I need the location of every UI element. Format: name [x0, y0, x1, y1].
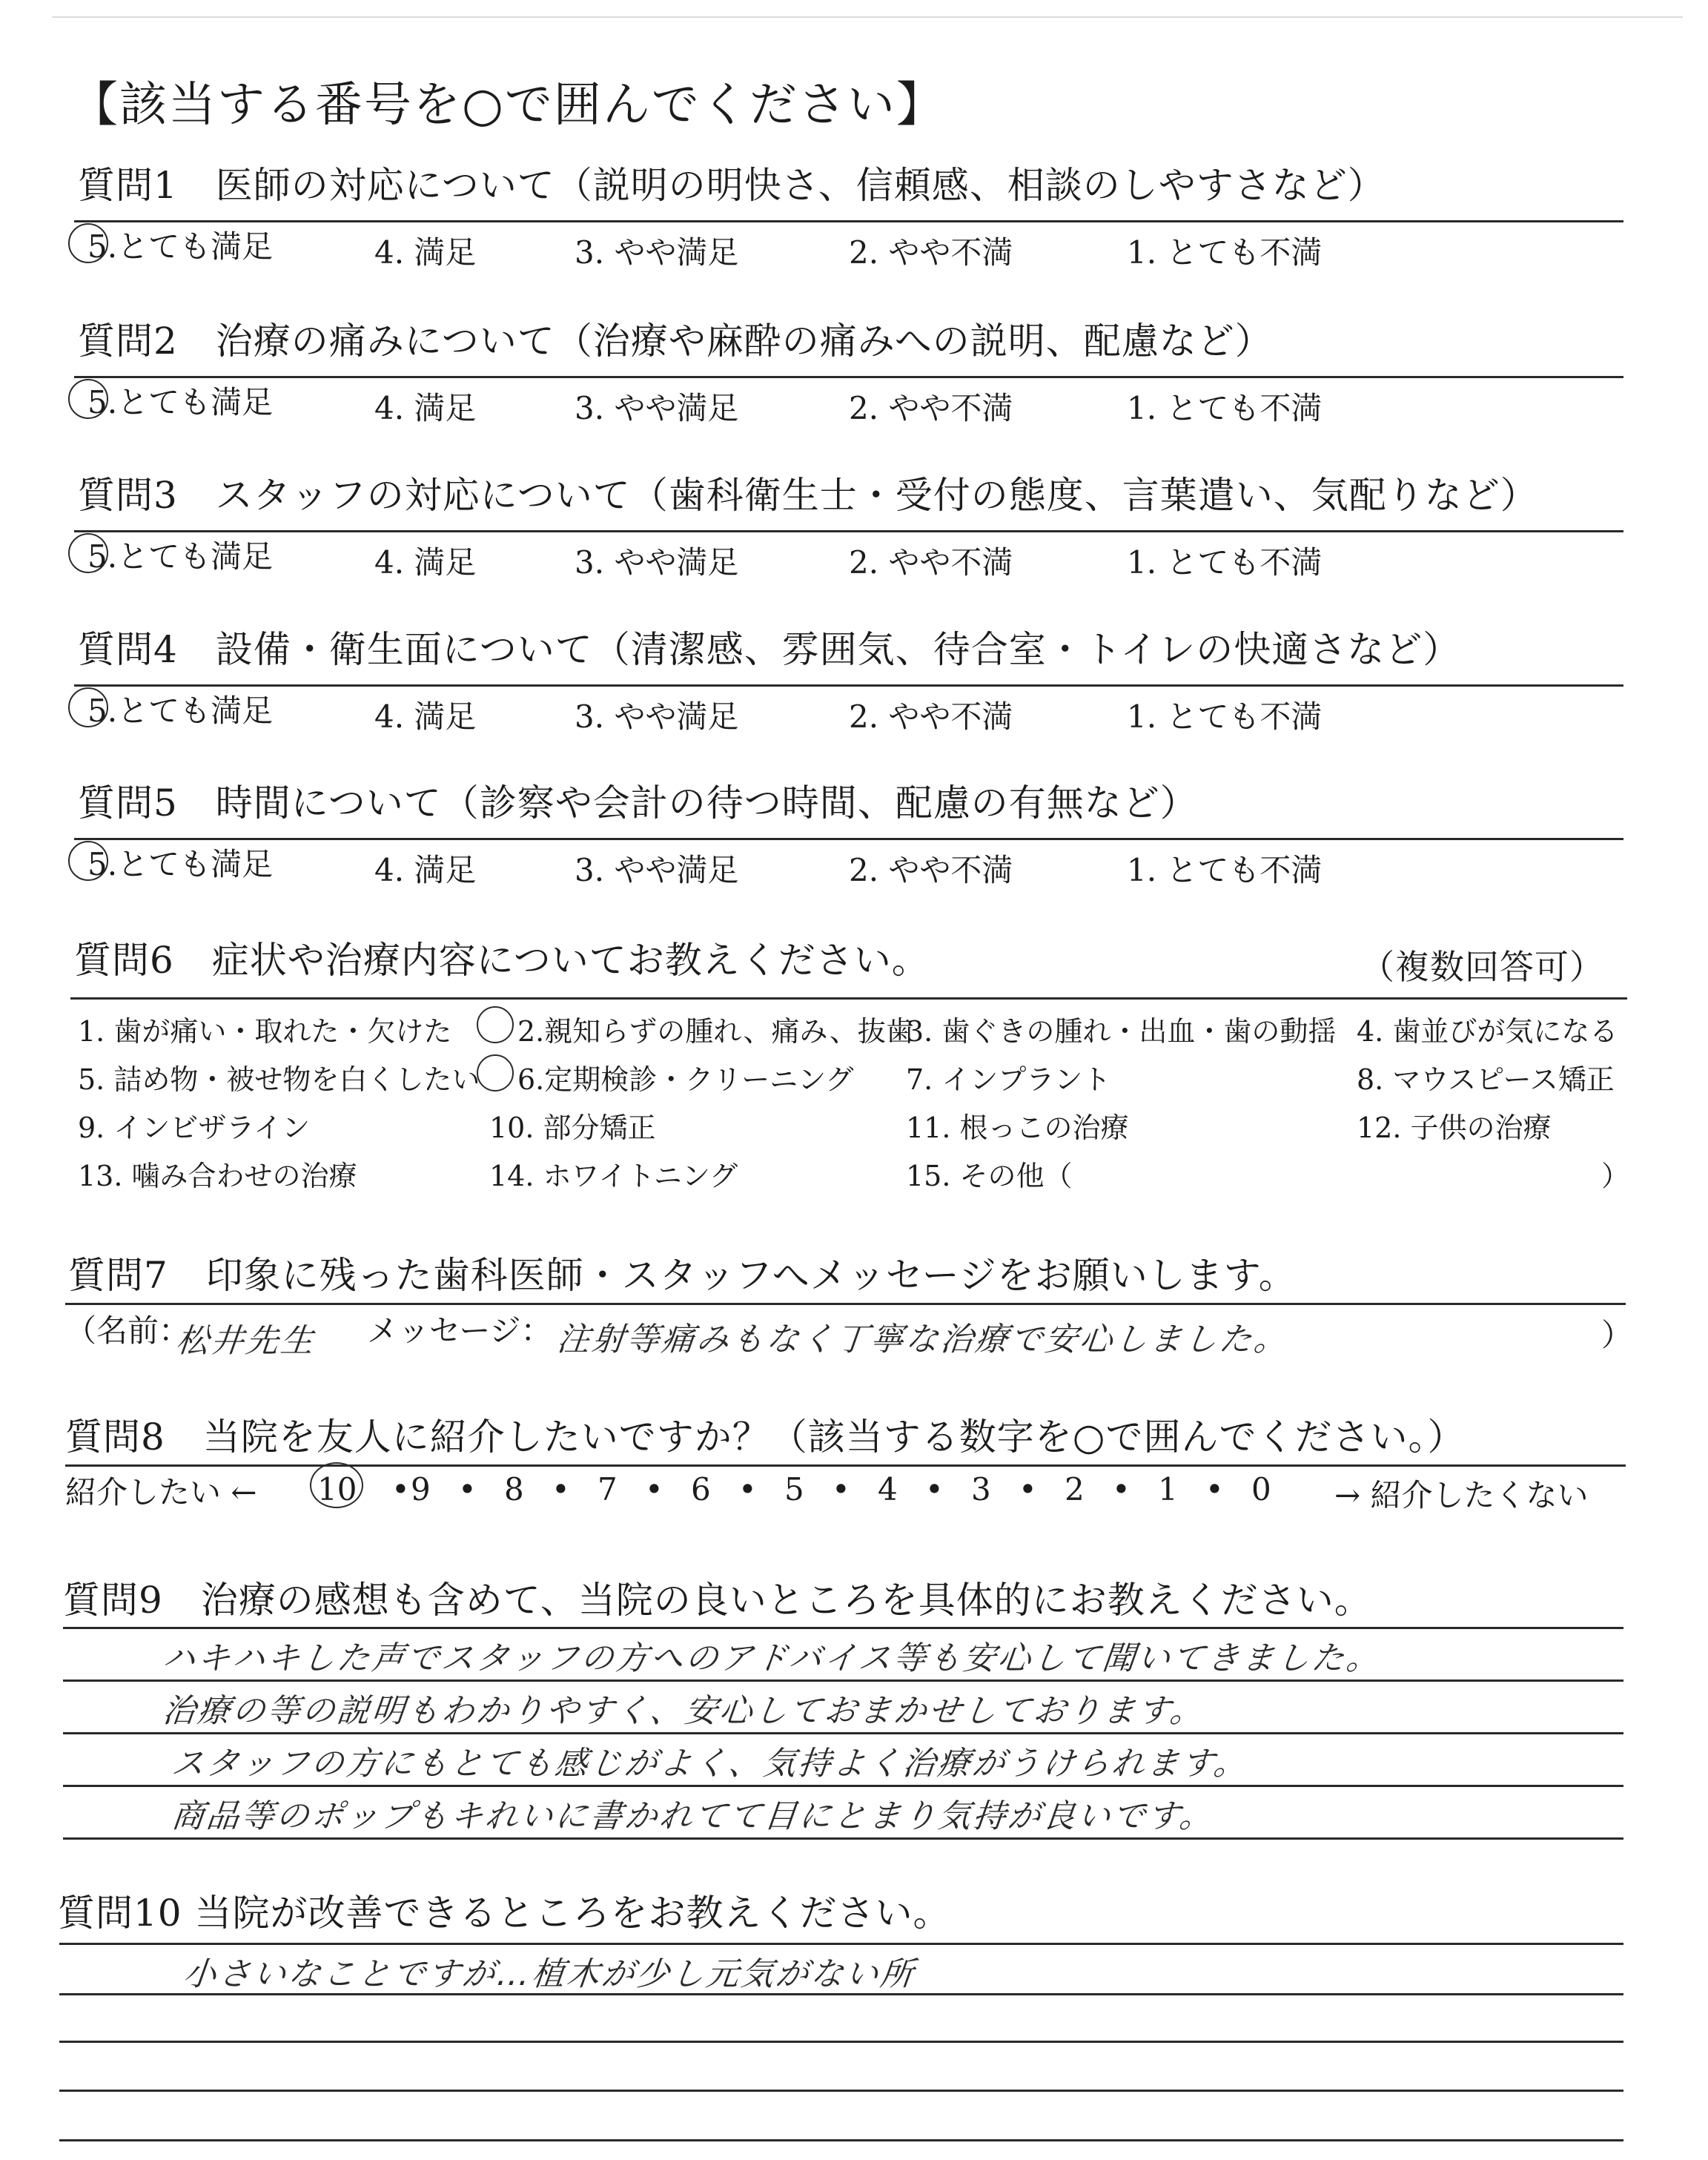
q8-separator-dot: •	[391, 1471, 410, 1507]
q9-rule-3	[63, 1785, 1623, 1787]
q3-rule	[74, 530, 1623, 532]
q8-selection-circle	[310, 1462, 363, 1508]
q8-scale-8[interactable]: 8	[504, 1471, 524, 1507]
q6-item[interactable]: 15. その他（	[906, 1160, 1073, 1192]
q5-option-2[interactable]: 2. やや不満	[849, 852, 1013, 888]
q2-option-2[interactable]: 2. やや不満	[849, 390, 1013, 426]
q7-close-paren: ）	[1601, 1317, 1633, 1353]
q1-option-4[interactable]: 4. 満足	[374, 234, 477, 271]
q6-note: （複数回答可）	[1360, 947, 1604, 987]
q6-item[interactable]: 1. 歯が痛い・取れた・欠けた	[78, 1015, 452, 1048]
q2-heading: 質問2 治療の痛みについて（治療や麻酔の痛みへの説明、配慮など）	[78, 320, 1273, 363]
q1-option-5[interactable]: 5.とても満足	[87, 228, 274, 265]
q10-heading: 質問10 当院が改善できるところをお教えください。	[58, 1892, 951, 1935]
q6-rule	[70, 997, 1627, 1000]
q8-separator-dot: •	[458, 1471, 477, 1507]
q5-rule	[74, 838, 1623, 840]
q1-selection-circle	[68, 223, 108, 263]
q5-heading: 質問5 時間について（診察や会計の待つ時間、配慮の有無など）	[78, 782, 1198, 825]
q4-option-2[interactable]: 2. やや不満	[849, 698, 1013, 735]
q2-option-3[interactable]: 3. やや満足	[575, 390, 739, 426]
q4-option-1[interactable]: 1. とても不満	[1127, 698, 1323, 735]
q8-separator-dot: •	[1205, 1471, 1224, 1507]
q8-separator-dot: •	[645, 1471, 663, 1507]
q8-separator-dot: •	[738, 1471, 757, 1507]
q2-option-1[interactable]: 1. とても不満	[1127, 390, 1323, 426]
q6-item[interactable]: 12. 子供の治療	[1357, 1112, 1552, 1144]
q8-scale-0[interactable]: 0	[1251, 1471, 1271, 1507]
q2-option-5[interactable]: 5.とても満足	[87, 384, 274, 420]
q8-scale-5[interactable]: 5	[784, 1471, 804, 1507]
top-border	[52, 16, 1683, 18]
q2-selection-circle	[68, 379, 108, 419]
q6-item[interactable]: 10. 部分矯正	[489, 1112, 656, 1144]
q6-selection-circle-6	[477, 1054, 514, 1091]
q6-selection-circle-2	[477, 1006, 514, 1043]
q7-name-value[interactable]: 松井先生	[173, 1322, 318, 1360]
q4-option-5[interactable]: 5.とても満足	[87, 693, 274, 729]
q8-right-label: → 紹介したくない	[1334, 1477, 1589, 1513]
q8-rule	[65, 1464, 1626, 1467]
q6-item[interactable]: 13. 噛み合わせの治療	[78, 1160, 357, 1192]
q8-separator-dot: •	[832, 1471, 850, 1507]
q8-separator-dot: •	[552, 1471, 570, 1507]
q4-option-4[interactable]: 4. 満足	[374, 698, 477, 735]
q10-rule-3	[59, 2090, 1623, 2092]
q6-item[interactable]: 14. ホワイトニング	[489, 1160, 738, 1192]
q6-item[interactable]: 11. 根っこの治療	[906, 1112, 1129, 1144]
q6-other-close-paren: ）	[1601, 1160, 1630, 1192]
q9-rule-4	[63, 1837, 1623, 1840]
q1-option-2[interactable]: 2. やや不満	[849, 234, 1013, 271]
q8-separator-dot: •	[1019, 1471, 1037, 1507]
q8-separator-dot: •	[1112, 1471, 1131, 1507]
q6-item[interactable]: 5. 詰め物・被せ物を白くしたい	[78, 1063, 480, 1096]
q5-option-1[interactable]: 1. とても不満	[1127, 852, 1323, 888]
q8-scale-6[interactable]: 6	[691, 1471, 711, 1507]
q10-answer-line[interactable]: 小さいなことですが…植木が少し元気がない所	[181, 1955, 918, 1993]
q5-option-4[interactable]: 4. 満足	[374, 852, 477, 888]
q6-item[interactable]: 6.定期検診・クリーニング	[517, 1063, 854, 1096]
q8-heading: 質問8 当院を友人に紹介したいですか？（該当する数字を○で囲んでください。）	[65, 1416, 1466, 1459]
q3-option-1[interactable]: 1. とても不満	[1127, 544, 1323, 581]
q3-option-2[interactable]: 2. やや不満	[849, 544, 1013, 581]
q6-heading: 質問6 症状や治療内容についてお教えください。	[74, 939, 930, 982]
q6-item[interactable]: 3. 歯ぐきの腫れ・出血・歯の動揺	[906, 1015, 1337, 1048]
q5-selection-circle	[68, 841, 108, 881]
q8-scale-3[interactable]: 3	[971, 1471, 991, 1507]
q5-option-3[interactable]: 3. やや満足	[575, 852, 739, 888]
q6-item[interactable]: 2.親知らずの腫れ、痛み、抜歯	[517, 1015, 914, 1048]
q8-left-label: 紹介したい ←	[65, 1474, 257, 1510]
q3-heading: 質問3 スタッフの対応について（歯科衛生士・受付の態度、言葉遣い、気配りなど）	[78, 474, 1538, 517]
q2-rule	[74, 376, 1623, 378]
q3-option-5[interactable]: 5.とても満足	[87, 538, 274, 575]
q10-rule-0	[59, 1943, 1623, 1945]
q7-message-label: メッセージ：	[367, 1312, 552, 1349]
q4-heading: 質問4 設備・衛生面について（清潔感、雰囲気、待合室・トイレの快適さなど）	[78, 628, 1461, 671]
q1-option-3[interactable]: 3. やや満足	[575, 234, 739, 271]
q9-answer-line[interactable]: 治療の等の説明もわかりやすく、安心しておまかせしております。	[160, 1692, 1207, 1730]
q7-name-label: （名前：	[65, 1312, 191, 1349]
q3-option-3[interactable]: 3. やや満足	[575, 544, 739, 581]
q8-scale-2[interactable]: 2	[1065, 1471, 1085, 1507]
q6-item[interactable]: 9. インビザライン	[78, 1112, 311, 1144]
q9-answer-line[interactable]: スタッフの方にもとても感じがよく、気持よく治療がうけられます。	[169, 1745, 1251, 1783]
q1-rule	[74, 220, 1623, 222]
q10-rule-2	[59, 2041, 1623, 2043]
q4-selection-circle	[68, 687, 108, 727]
q8-scale-4[interactable]: 4	[878, 1471, 898, 1507]
q7-heading: 質問7 印象に残った歯科医師・スタッフへメッセージをお願いします。	[68, 1254, 1297, 1297]
q1-heading: 質問1 医師の対応について（説明の明快さ、信頼感、相談のしやすさなど）	[78, 164, 1386, 207]
q6-item[interactable]: 4. 歯並びが気になる	[1357, 1015, 1618, 1048]
q6-item[interactable]: 7. インプラント	[906, 1063, 1111, 1096]
q3-selection-circle	[68, 533, 108, 573]
q8-scale-1[interactable]: 1	[1158, 1471, 1178, 1507]
q9-heading: 質問9 治療の感想も含めて、当院の良いところを具体的にお教えください。	[63, 1579, 1372, 1622]
q4-option-3[interactable]: 3. やや満足	[575, 698, 739, 735]
q4-rule	[74, 684, 1623, 687]
q9-answer-line[interactable]: 商品等のポップもキれいに書かれてて目にとまり気持が良いです。	[169, 1797, 1217, 1835]
q8-separator-dot: •	[925, 1471, 944, 1507]
q9-rule-2	[63, 1732, 1623, 1734]
q3-option-4[interactable]: 4. 満足	[374, 544, 477, 581]
q9-rule-0	[63, 1627, 1623, 1629]
q5-option-5[interactable]: 5.とても満足	[87, 846, 274, 882]
q8-scale-7[interactable]: 7	[598, 1471, 618, 1507]
q9-rule-1	[63, 1680, 1623, 1682]
q8-scale-10[interactable]: 10	[317, 1471, 357, 1507]
q10-rule-4	[59, 2139, 1623, 2141]
q1-option-1[interactable]: 1. とても不満	[1127, 234, 1323, 271]
q6-item[interactable]: 8. マウスピース矯正	[1357, 1063, 1615, 1096]
page-title: 【該当する番号を○で囲んでください】	[70, 78, 945, 133]
q7-message-value[interactable]: 注射等痛みもなく丁寧な治療で安心しました。	[555, 1321, 1291, 1358]
q2-option-4[interactable]: 4. 満足	[374, 390, 477, 426]
q9-answer-line[interactable]: ハキハキした声でスタッフの方へのアドバイス等も安心して聞いてきました。	[160, 1639, 1383, 1677]
q7-rule	[65, 1303, 1626, 1305]
q8-scale-9[interactable]: 9	[411, 1471, 431, 1507]
